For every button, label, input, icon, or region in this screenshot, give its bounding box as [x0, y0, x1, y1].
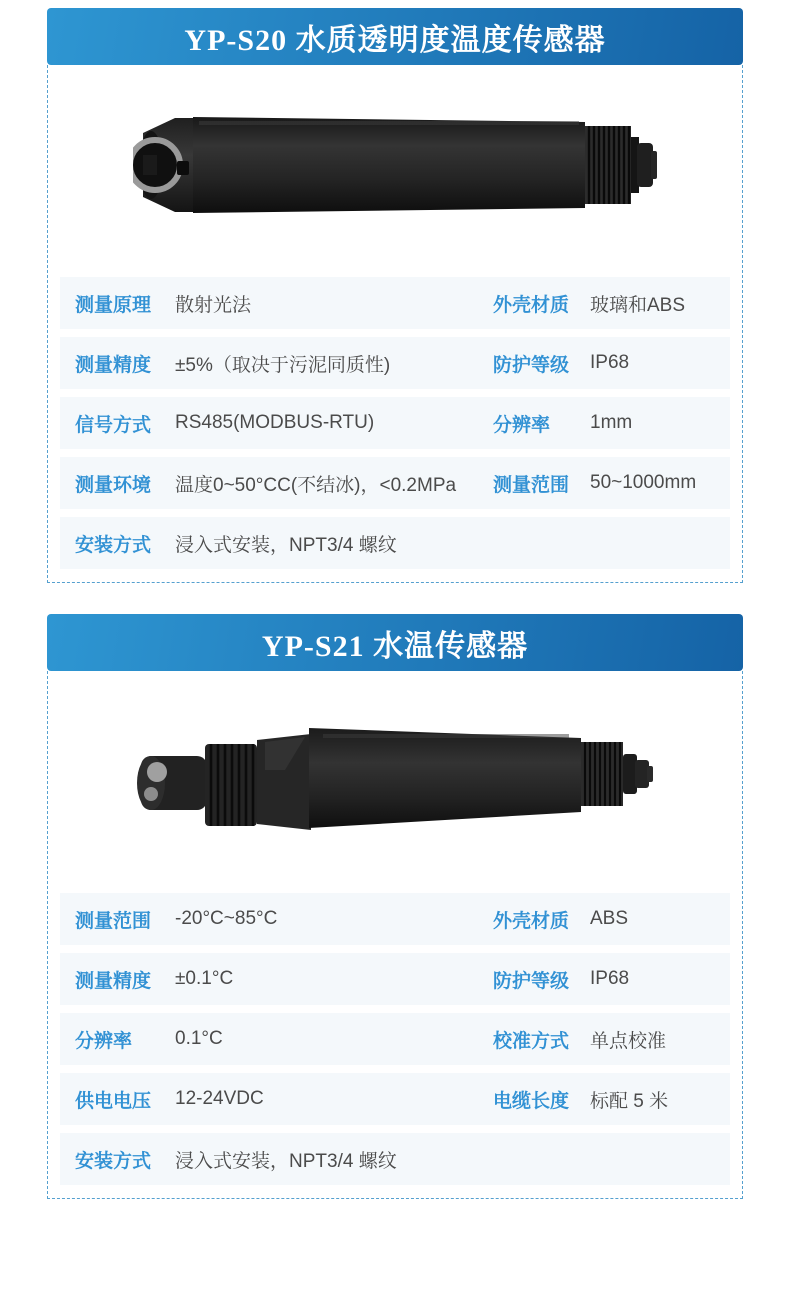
spec-label: 信号方式 [75, 414, 152, 436]
spec-value: 玻璃和ABS [590, 294, 686, 316]
spec-value: 温度0~50°CC(不结冰)，<0.2MPa [175, 474, 457, 496]
spec-label: 测量精度 [75, 970, 152, 992]
spec-label: 外壳材质 [493, 910, 570, 932]
spec-cell [75, 290, 493, 317]
spec-label: 外壳材质 [493, 294, 570, 316]
product-title-yp-s21: YP-S21 水温传感器 [47, 614, 743, 671]
spec-cell [75, 470, 493, 497]
spec-label: 测量精度 [75, 354, 152, 376]
spec-row [60, 1133, 730, 1185]
spec-cell [75, 1026, 493, 1053]
product-body-yp-s20 [47, 65, 743, 583]
spec-row [60, 337, 730, 389]
spec-value: 1mm [590, 412, 633, 433]
spec-cell [75, 410, 493, 437]
sensor-image-yp-s20 [133, 113, 657, 217]
spec-value: ±5%（取决于污泥同质性) [175, 354, 391, 376]
spec-value: 12-24VDC [175, 1088, 264, 1109]
spec-cell [493, 906, 730, 933]
spec-label: 防护等级 [493, 354, 570, 376]
spec-table-yp-s21 [60, 893, 730, 1185]
spec-row [60, 893, 730, 945]
product-card-yp-s20 [47, 8, 743, 583]
spec-cell [493, 470, 730, 497]
spec-label: 测量原理 [75, 294, 152, 316]
spec-label: 安装方式 [75, 534, 152, 556]
spec-value: ±0.1°C [175, 968, 234, 989]
spec-label: 分辨率 [75, 1030, 133, 1052]
product-title-yp-s20: YP-S20 水质透明度温度传感器 [47, 8, 743, 65]
spec-row [60, 397, 730, 449]
spec-table-yp-s20 [60, 277, 730, 569]
spec-cell [493, 290, 730, 317]
spec-cell [493, 350, 730, 377]
spec-row [60, 1013, 730, 1065]
spec-label: 测量范围 [493, 474, 570, 496]
spec-value: 散射光法 [175, 294, 252, 316]
spec-label: 测量环境 [75, 474, 152, 496]
spec-label: 分辨率 [493, 414, 551, 436]
spec-cell [75, 530, 493, 557]
spec-value: ABS [590, 908, 629, 929]
spec-label: 防护等级 [493, 970, 570, 992]
spec-value: 0.1°C [175, 1028, 223, 1049]
spec-row [60, 953, 730, 1005]
spec-cell [75, 1146, 493, 1173]
spec-label: 安装方式 [75, 1150, 152, 1172]
spec-label: 测量范围 [75, 910, 152, 932]
spec-value: IP68 [590, 352, 630, 373]
spec-value: 浸入式安装，NPT3/4 螺纹 [175, 1150, 397, 1172]
spec-cell [493, 1026, 730, 1053]
product-card-yp-s21 [47, 614, 743, 1199]
spec-value: -20°C~85°C [175, 908, 278, 929]
spec-value: RS485(MODBUS-RTU) [175, 412, 375, 433]
spec-label: 校准方式 [493, 1030, 570, 1052]
spec-cell [75, 350, 493, 377]
spec-value: 50~1000mm [590, 472, 697, 493]
spec-value: 浸入式安装，NPT3/4 螺纹 [175, 534, 397, 556]
spec-value: 标配 5 米 [590, 1090, 669, 1112]
spec-value: 单点校准 [590, 1030, 667, 1052]
spec-row [60, 517, 730, 569]
spec-row [60, 277, 730, 329]
spec-cell [493, 1086, 730, 1113]
spec-cell [493, 966, 730, 993]
spec-cell [75, 966, 493, 993]
product-image-yp-s21 [60, 671, 730, 893]
spec-cell [75, 1086, 493, 1113]
spec-row [60, 1073, 730, 1125]
sensor-image-yp-s21 [133, 712, 657, 838]
product-image-yp-s20 [60, 65, 730, 277]
spec-label: 供电电压 [75, 1090, 152, 1112]
product-body-yp-s21 [47, 671, 743, 1199]
spec-label: 电缆长度 [493, 1090, 570, 1112]
spec-cell [75, 906, 493, 933]
spec-value: IP68 [590, 968, 630, 989]
spec-cell [493, 410, 730, 437]
spec-row [60, 457, 730, 509]
